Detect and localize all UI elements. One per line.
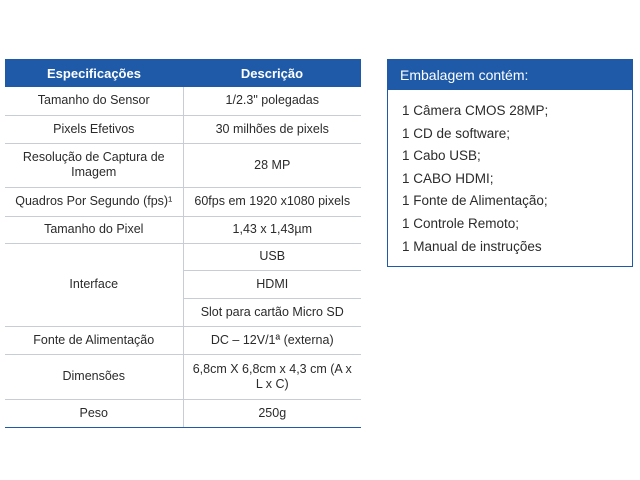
table-header-row [5,59,361,87]
row-value-capture-resolution: 28 MP [183,143,361,187]
table-row [5,326,361,354]
list-item: 1 Fonte de Alimentação; [402,193,548,209]
table-row [5,87,361,115]
row-value-power-supply: DC – 12V/1ª (externa) [183,326,361,354]
package-contents-box [387,59,633,267]
header-specifications: Especificações [5,59,183,87]
specifications-table [5,59,361,428]
row-value-dimensions: 6,8cm X 6,8cm x 4,3 cm (A x L x C) [183,354,361,399]
row-value-interface-hdmi: HDMI [183,270,361,298]
row-value-fps: 60fps em 1920 x1080 pixels [183,187,361,216]
row-label-sensor-size: Tamanho do Sensor [5,87,183,115]
table-row [5,399,361,427]
row-value-effective-pixels: 30 milhões de pixels [183,115,361,143]
header-description: Descrição [183,59,361,87]
row-label-fps: Quadros Por Segundo (fps)¹ [5,187,183,216]
list-item: 1 CABO HDMI; [402,170,494,186]
row-label-weight: Peso [5,399,183,427]
row-value-sensor-size: 1/2.3" polegadas [183,87,361,115]
package-contents-list [388,90,632,258]
row-value-interface-microsd: Slot para cartão Micro SD [183,298,361,326]
table-row [5,216,361,243]
table-row [5,187,361,216]
row-label-interface: Interface [5,243,183,326]
row-label-dimensions: Dimensões [5,354,183,399]
list-item: 1 Câmera CMOS 28MP; [402,103,549,118]
row-value-interface-usb: USB [183,243,361,270]
list-item: 1 CD de software; [402,125,511,141]
row-label-power-supply: Fonte de Alimentação [5,326,183,354]
list-item: 1 Manual de instruções [402,238,542,254]
package-contents-title: Embalagem contém: [388,60,632,90]
row-value-pixel-size: 1,43 x 1,43µm [183,216,361,243]
list-item: 1 Controle Remoto; [402,215,520,231]
table-row [5,143,361,187]
row-label-pixel-size: Tamanho do Pixel [5,216,183,243]
table-row [5,354,361,399]
row-value-weight: 250g [183,399,361,427]
row-label-effective-pixels: Pixels Efetivos [5,115,183,143]
table-row [5,115,361,143]
list-item: 1 Cabo USB; [402,148,481,164]
table-row [5,243,361,270]
row-label-capture-resolution: Resolução de Captura de Imagem [5,143,183,187]
